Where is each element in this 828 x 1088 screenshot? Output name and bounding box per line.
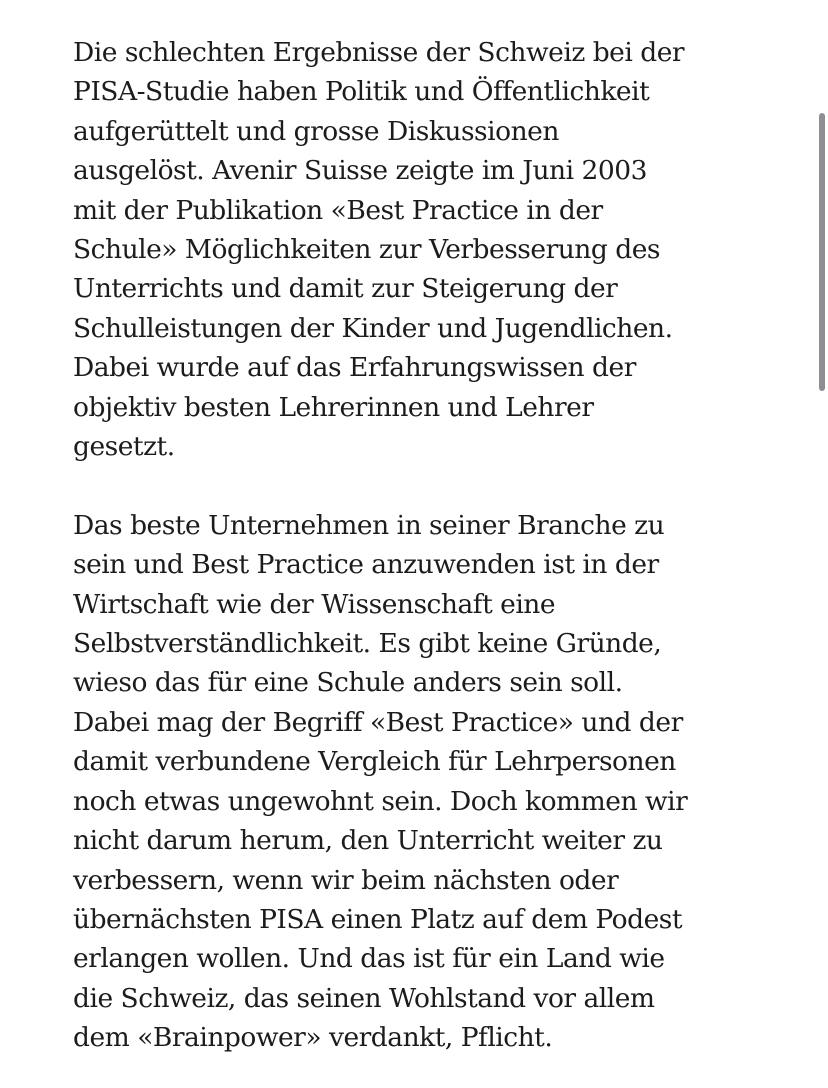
text-line: Schule» Möglichkeiten zur Verbesserung des xyxy=(73,234,661,266)
paragraph-1 xyxy=(73,33,773,466)
paragraph-2 xyxy=(73,506,773,1058)
text-line: Wirtschaft wie der Wissenschaft eine xyxy=(73,588,556,620)
text-line: gesetzt. xyxy=(73,431,175,463)
text-line: Dabei wurde auf das Erfahrungswissen der xyxy=(73,352,636,384)
text-line: Unterrichts und damit zur Steigerung der xyxy=(73,273,618,305)
text-line: PISA-Studie haben Politik und Öffentlichkeit xyxy=(73,76,650,108)
text-line: objektiv besten Lehrerinnen und Lehrer xyxy=(73,391,594,423)
text-line: Selbstverständlichkeit. Es gibt keine Gründe, xyxy=(73,628,662,660)
text-line: Schulleistungen der Kinder und Jugendlichen. xyxy=(73,312,673,344)
text-line: nicht darum herum, den Unterricht weiter zu xyxy=(73,825,663,857)
text-line: übernächsten PISA einen Platz auf dem Podest xyxy=(73,903,683,935)
paragraph-gap xyxy=(73,466,773,505)
text-line: ausgelöst. Avenir Suisse zeigte im Juni 2003 xyxy=(73,155,647,187)
text-line: damit verbundene Vergleich für Lehrpersonen xyxy=(73,746,676,778)
text-line: verbessern, wenn wir beim nächsten oder xyxy=(73,864,619,896)
text-line: erlangen wollen. Und das ist für ein Land wie xyxy=(73,943,665,975)
vertical-scrollbar[interactable] xyxy=(819,113,825,391)
text-line: aufgerüttelt und grosse Diskussionen xyxy=(73,115,559,147)
text-line: Die schlechten Ergebnisse der Schweiz bei der xyxy=(73,37,685,68)
text-line: Dabei mag der Begriff «Best Practice» und der xyxy=(73,706,683,738)
text-line: noch etwas ungewohnt sein. Doch kommen wir xyxy=(73,785,688,817)
text-line: dem «Brainpower» verdankt, Pflicht. xyxy=(73,1022,553,1054)
text-line: wieso das für eine Schule anders sein soll. xyxy=(73,667,623,699)
text-line: mit der Publikation «Best Practice in der xyxy=(73,194,603,226)
text-line: die Schweiz, das seinen Wohlstand vor allem xyxy=(73,982,655,1014)
article-body xyxy=(73,33,773,1058)
text-line: Das beste Unternehmen in seiner Branche zu xyxy=(73,509,665,541)
text-line: sein und Best Practice anzuwenden ist in der xyxy=(73,549,659,581)
